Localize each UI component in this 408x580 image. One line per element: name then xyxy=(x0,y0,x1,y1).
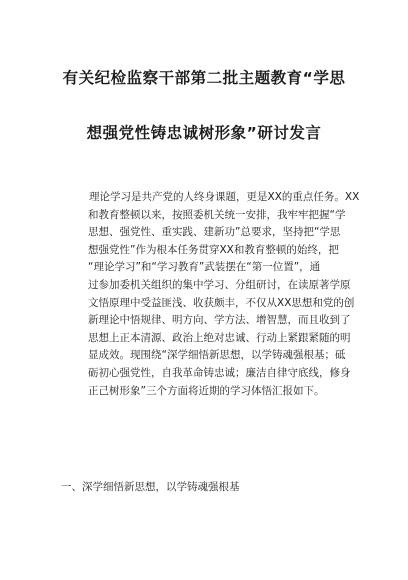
document-title-line-2: 想强党性铸忠诚树形象”研讨发言 xyxy=(86,124,322,142)
paragraph-line: 思想、强党性、重实践、建新功”总要求，坚持把“学思 xyxy=(88,226,341,239)
document-title-line-1: 有关纪检监察干部第二批主题教育“学思 xyxy=(62,69,346,87)
paragraph-line: 文悟原理中受益匪浅、收获颇丰，不仅从XX思想和党的创 xyxy=(88,296,355,309)
paragraph-line: 过参加委机关组织的集中学习、分组研讨，在读原著学原 xyxy=(88,278,351,291)
paragraph-line: 思想上正本清源、政治上绝对忠诚、行动上紧跟紧随的明 xyxy=(88,331,351,344)
paragraph-line: 理论学习是共产党的人终身课题，更是XX的重点任务。XX xyxy=(89,191,360,203)
body-paragraph xyxy=(88,189,360,400)
paragraph-line: 正己树形象”三个方面将近期的学习体悟汇报如下。 xyxy=(88,384,325,397)
paragraph-line: “理论学习”和“学习教育”武装摆在“第一位置”，通 xyxy=(88,261,321,274)
paragraph-line: 砺初心强党性，自我革命铸忠诚；廉洁自律守底线，修身 xyxy=(88,366,351,379)
paragraph-line: 新理论中悟规律、明方向、学方法、增智慧，而且收到了 xyxy=(88,314,351,327)
paragraph-line: 显成效。现围绕“深学细悟新思想，以学铸魂强根基；砥 xyxy=(88,349,346,362)
paragraph-line: 想强党性”作为根本任务贯穿XX和教育整顿的始终，把 xyxy=(88,243,339,256)
section-heading: 一、深学细悟新思想，以学铸魂强根基 xyxy=(61,481,240,493)
paragraph-line: 和教育整顿以来，按照委机关统一安排，我牢牢把握“学 xyxy=(88,208,346,221)
